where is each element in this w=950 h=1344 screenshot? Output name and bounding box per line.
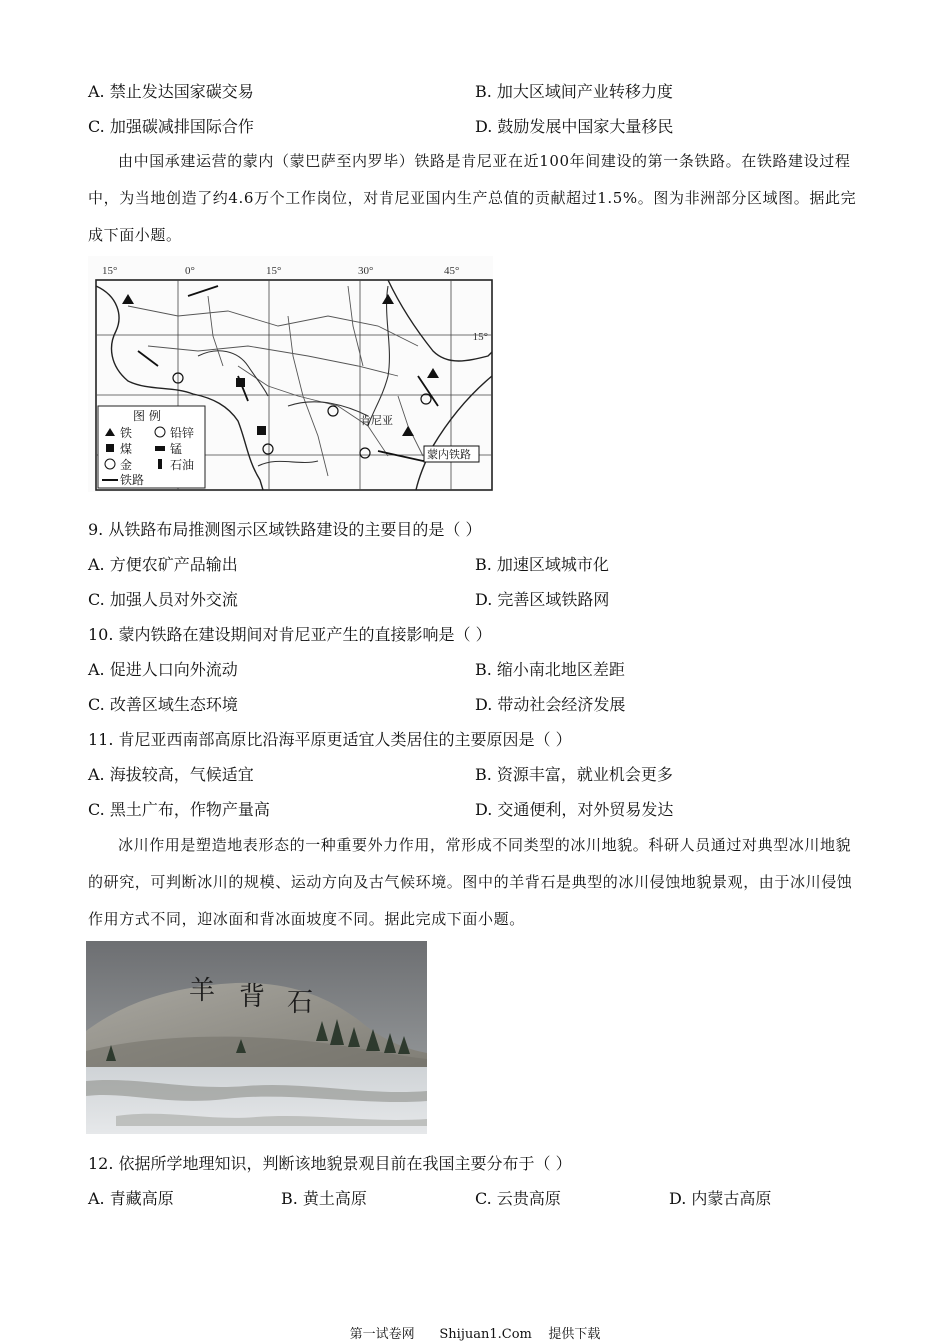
legend-gold: 金 [120,458,133,472]
option-d: D. 鼓励发展中国家大量移民 [475,117,674,136]
lon-label-5: 45° [444,265,460,277]
question-12-option-b: B. 黄土高原 [281,1189,367,1208]
legend-title: 图 例 [133,409,161,423]
question-12-option-c: C. 云贵高原 [475,1189,561,1208]
question-12-option-a: A. 青藏高原 [88,1189,174,1208]
legend-coal: 煤 [120,442,133,456]
option-a: A. 禁止发达国家碳交易 [88,82,254,101]
question-10-option-b: B. 缩小南北地区差距 [475,660,625,679]
intro-paragraph-glacier: 冰川作用是塑造地表形态的一种重要外力作用，常形成不同类型的冰川地貌。科研人员通过对典型冰川地貌的研究，可判断冰川的规模、运动方向及古气候环境。图中的羊背石是典型的冰川侵蚀地貌景观，由于冰川侵蚀作用方式不同，迎冰面和背冰面坡度不同。据此完成下面小题。 [88,836,853,928]
option-c: C. 加强碳减排国际合作 [88,117,254,136]
photo-label-char-3: 石 [287,988,314,1018]
question-10-stem: 10. 蒙内铁路在建设期间对肯尼亚产生的直接影响是（ ） [88,625,492,644]
question-10-option-a: A. 促进人口向外流动 [88,660,238,679]
page-footer: 第一试卷网 Shijuan1.Com 提供下载 [349,1327,601,1342]
legend-iron: 铁 [120,426,133,440]
question-11-option-d: D. 交通便利，对外贸易发达 [475,800,674,819]
question-9-option-d: D. 完善区域铁路网 [475,590,610,609]
lon-label-1: 15° [102,265,118,277]
question-11-option-a: A. 海拔较高，气候适宜 [88,765,254,784]
question-11-option-b: B. 资源丰富，就业机会更多 [475,765,673,784]
question-12-option-d: D. 内蒙古高原 [669,1189,772,1208]
question-9-stem: 9. 从铁路布局推测图示区域铁路建设的主要目的是（ ） [88,520,482,539]
question-11-option-c: C. 黑土广布，作物产量高 [88,800,270,819]
legend-manganese: 锰 [170,442,183,456]
question-9-option-a: A. 方便农矿产品输出 [88,555,238,574]
question-10-option-d: D. 带动社会经济发展 [475,695,626,714]
question-9-option-c: C. 加强人员对外交流 [88,590,238,609]
question-10-option-c: C. 改善区域生态环境 [88,695,238,714]
question-9-option-b: B. 加速区域城市化 [475,555,609,574]
legend-oil: 石油 [170,458,195,472]
option-b: B. 加大区域间产业转移力度 [475,82,673,101]
lon-label-4: 30° [358,265,374,277]
lon-label-3: 15° [266,265,282,277]
africa-map [88,256,493,492]
intro-paragraph-railway: 由中国承建运营的蒙内（蒙巴萨至内罗毕）铁路是肯尼亚在近100年间建设的第一条铁路。在铁路建设过程中，为当地创造了约4.6万个工作岗位，对肯尼亚国内生产总值的贡献超过1.5%。图为非洲部分区域图。据此完成下面小题。 [88,152,857,244]
legend-lead-zinc: 铅锌 [170,426,195,440]
place-label-railway: 蒙内铁路 [427,448,471,461]
legend-railway: 铁路 [120,473,145,487]
lat-label: 15° [472,331,488,343]
photo-label-char-1: 羊 [189,976,216,1006]
place-label-kenya: 肯尼亚 [360,414,393,427]
lon-label-2: 0° [185,265,195,277]
question-12-stem: 12. 依据所学地理知识，判断该地貌景观目前在我国主要分布于（ ） [88,1154,572,1173]
roche-moutonnee-photo [86,941,427,1134]
question-11-stem: 11. 肯尼亚西南部高原比沿海平原更适宜人类居住的主要原因是（ ） [88,730,572,749]
photo-label-char-2: 背 [239,982,266,1012]
